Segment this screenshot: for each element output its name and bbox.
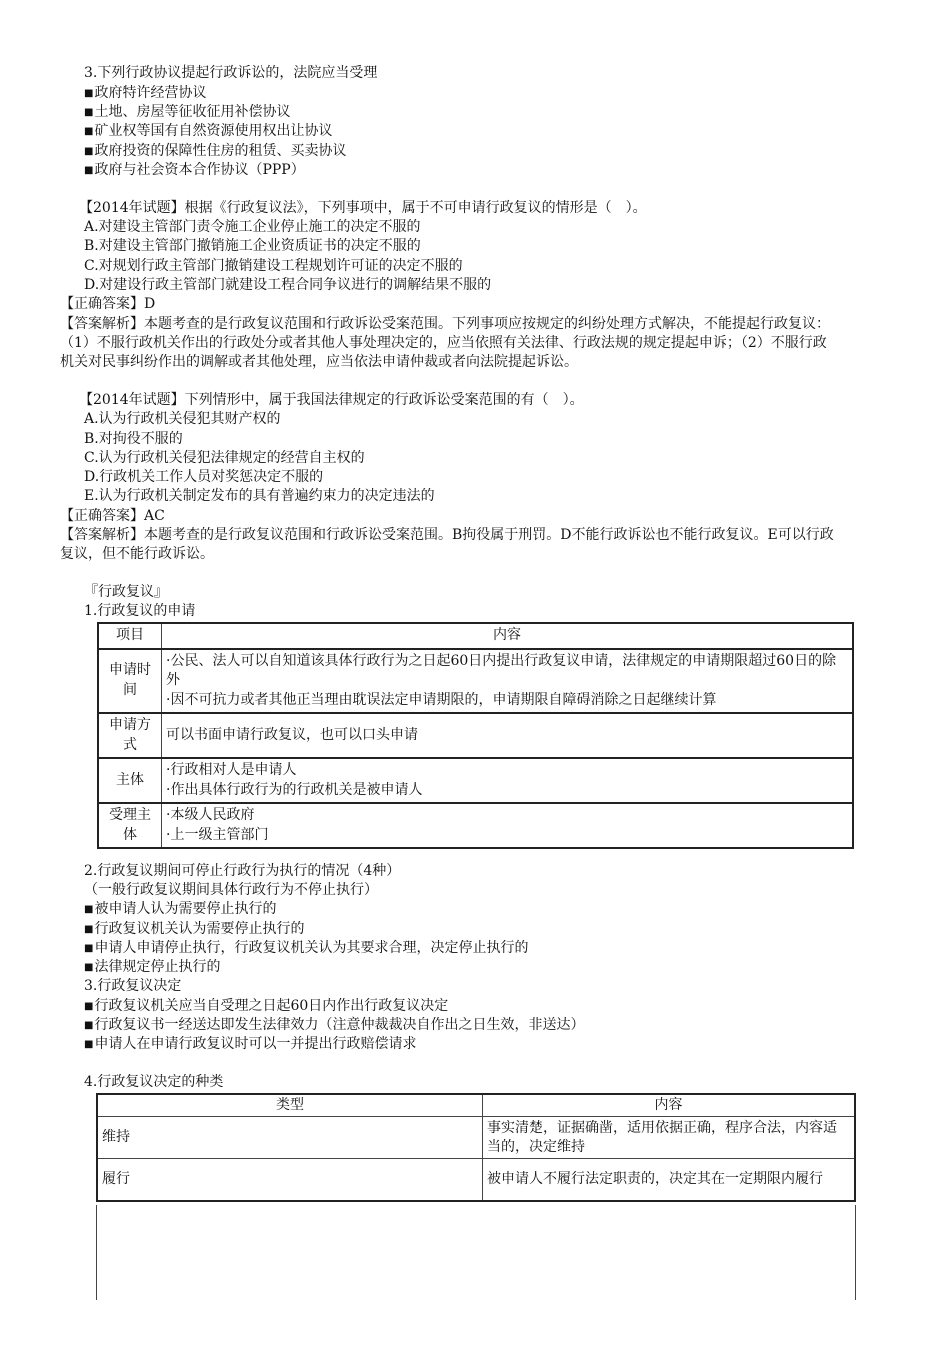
table-row: [98, 713, 853, 758]
row-label: 主体: [98, 758, 162, 803]
question-stem: 【2014年试题】下列情形中，属于我国法律规定的行政诉讼受案范围的有（ ）。: [79, 392, 584, 408]
question-option: A.认为行政机关侵犯其财产权的: [84, 411, 281, 427]
table-row: [98, 803, 853, 848]
question-option: C.对规划行政主管部门撤销建设工程规划许可证的决定不服的: [84, 258, 463, 274]
list-item: ■ 被申请人认为需要停止执行的: [84, 900, 276, 921]
table-row: [97, 1117, 855, 1159]
list-item: ■ 政府与社会资本合作协议（PPP）: [84, 161, 305, 182]
answer-analysis: 【答案解析】本题考查的是行政复议范围和行政诉讼受案范围。B拘役属于刑罚。D不能行政诉讼也不能行政复议。E可以行政: [60, 527, 834, 543]
content-line: ·上一级主管部门: [166, 826, 269, 843]
list-item: ■ 申请人申请停止执行，行政复议机关认为其要求合理，决定停止执行的: [84, 939, 528, 960]
list-item: ■ 政府投资的保障性住房的租赁、买卖协议: [84, 142, 346, 163]
content-line: 可以书面申请行政复议，也可以口头申请: [166, 726, 418, 743]
correct-answer: 【正确答案】D: [60, 296, 156, 312]
content-line: ·公民、法人可以自知道该具体行政行为之日起60日内提出行政复议申请，法律规定的申请期限超过60日的除外: [166, 652, 837, 688]
table-header-row: [97, 1094, 855, 1117]
list-item: ■ 行政复议书一经送达即发生法律效力（注意仲裁裁决自作出之日生效，非送达）: [84, 1016, 584, 1037]
question-stem: 【2014年试题】根据《行政复议法》，下列事项中，属于不可申请行政复议的情形是（ ）。: [79, 200, 647, 216]
subsection-heading: 4.行政复议决定的种类: [84, 1074, 224, 1090]
subsection-heading: 2.行政复议期间可停止行政行为执行的情况（4种）: [84, 863, 401, 879]
table-header-cell: 类型: [97, 1094, 483, 1117]
list-item: ■ 土地、房屋等征收征用补偿协议: [84, 103, 290, 124]
row-label: 申请时间: [98, 649, 162, 714]
question-option: D.对建设行政主管部门就建设工程合同争议进行的调解结果不服的: [84, 277, 492, 293]
table-row: [98, 649, 853, 714]
list-item: ■ 矿业权等国有自然资源使用权出让协议: [84, 122, 332, 143]
question-option: B.对建设主管部门撤销施工企业资质证书的决定不服的: [84, 238, 421, 254]
correct-answer: 【正确答案】AC: [60, 508, 165, 524]
content-cell: 被申请人不履行法定职责的，决定其在一定期限内履行: [483, 1159, 856, 1201]
table-header-cell: 内容: [483, 1094, 856, 1117]
question-option: A.对建设主管部门责令施工企业停止施工的决定不服的: [84, 219, 421, 235]
decision-types-table: [96, 1093, 856, 1202]
type-cell: 履行: [97, 1159, 483, 1201]
table-row: [98, 758, 853, 803]
list-item: ■ 行政复议机关应当自受理之日起60日内作出行政复议决定: [84, 997, 448, 1018]
application-table: [97, 622, 854, 849]
subsection-heading: 1.行政复议的申请: [84, 603, 196, 619]
answer-analysis: 【答案解析】本题考查的是行政复议范围和行政诉讼受案范围。下列事项应按规定的纠纷处理方式解决，不能提起行政复议：: [60, 316, 830, 332]
content-cell: 事实清楚，证据确凿，适用依据正确，程序合法，内容适当的，决定维持: [483, 1117, 856, 1159]
table-row: [97, 1159, 855, 1201]
list-item: ■ 申请人在申请行政复议时可以一并提出行政赔偿请求: [84, 1035, 416, 1056]
subsection-heading: 3.行政复议决定: [84, 978, 182, 994]
subsection-note: （一般行政复议期间具体行政行为不停止执行）: [84, 882, 378, 898]
content-line: ·因不可抗力或者其他正当理由耽误法定申请期限的，申请期限自障碍消除之日起继续计算: [166, 691, 717, 708]
list-item: ■ 法律规定停止执行的: [84, 958, 220, 979]
table-header-cell: 内容: [162, 623, 854, 649]
row-content: [162, 758, 854, 803]
question-option: B.对拘役不服的: [84, 431, 183, 447]
question-option: E.认为行政机关制定发布的具有普遍约束力的决定违法的: [84, 488, 435, 504]
list-item: ■ 行政复议机关认为需要停止执行的: [84, 920, 304, 941]
type-cell: 维持: [97, 1117, 483, 1159]
row-label: 受理主体: [98, 803, 162, 848]
review-title: 『行政复议』: [84, 584, 168, 600]
answer-analysis: 机关对民事纠纷作出的调解或者其他处理，应当依法申请仲裁或者向法院提起诉讼。: [60, 354, 578, 370]
row-content: [162, 713, 854, 758]
question-option: D.行政机关工作人员对奖惩决定不服的: [84, 469, 324, 485]
section-heading: 3.下列行政协议提起行政诉讼的，法院应当受理: [84, 65, 378, 81]
table-continuation: [96, 1205, 856, 1300]
row-content: [162, 803, 854, 848]
table-header-cell: 项目: [98, 623, 162, 649]
answer-analysis: （1）不服行政机关作出的行政处分或者其他人事处理决定的，应当依照有关法律、行政法规的规定提起申诉；（2）不服行政: [60, 335, 827, 351]
row-content: [162, 649, 854, 714]
table-header-row: [98, 623, 853, 649]
answer-analysis: 复议，但不能行政诉讼。: [60, 546, 214, 562]
question-option: C.认为行政机关侵犯法律规定的经营自主权的: [84, 450, 365, 466]
row-label: 申请方式: [98, 713, 162, 758]
content-line: ·本级人民政府: [166, 807, 255, 823]
list-item: ■ 政府特许经营协议: [84, 84, 206, 105]
content-line: ·作出具体行政行为的行政机关是被申请人: [166, 781, 423, 798]
content-line: ·行政相对人是申请人: [166, 762, 297, 778]
